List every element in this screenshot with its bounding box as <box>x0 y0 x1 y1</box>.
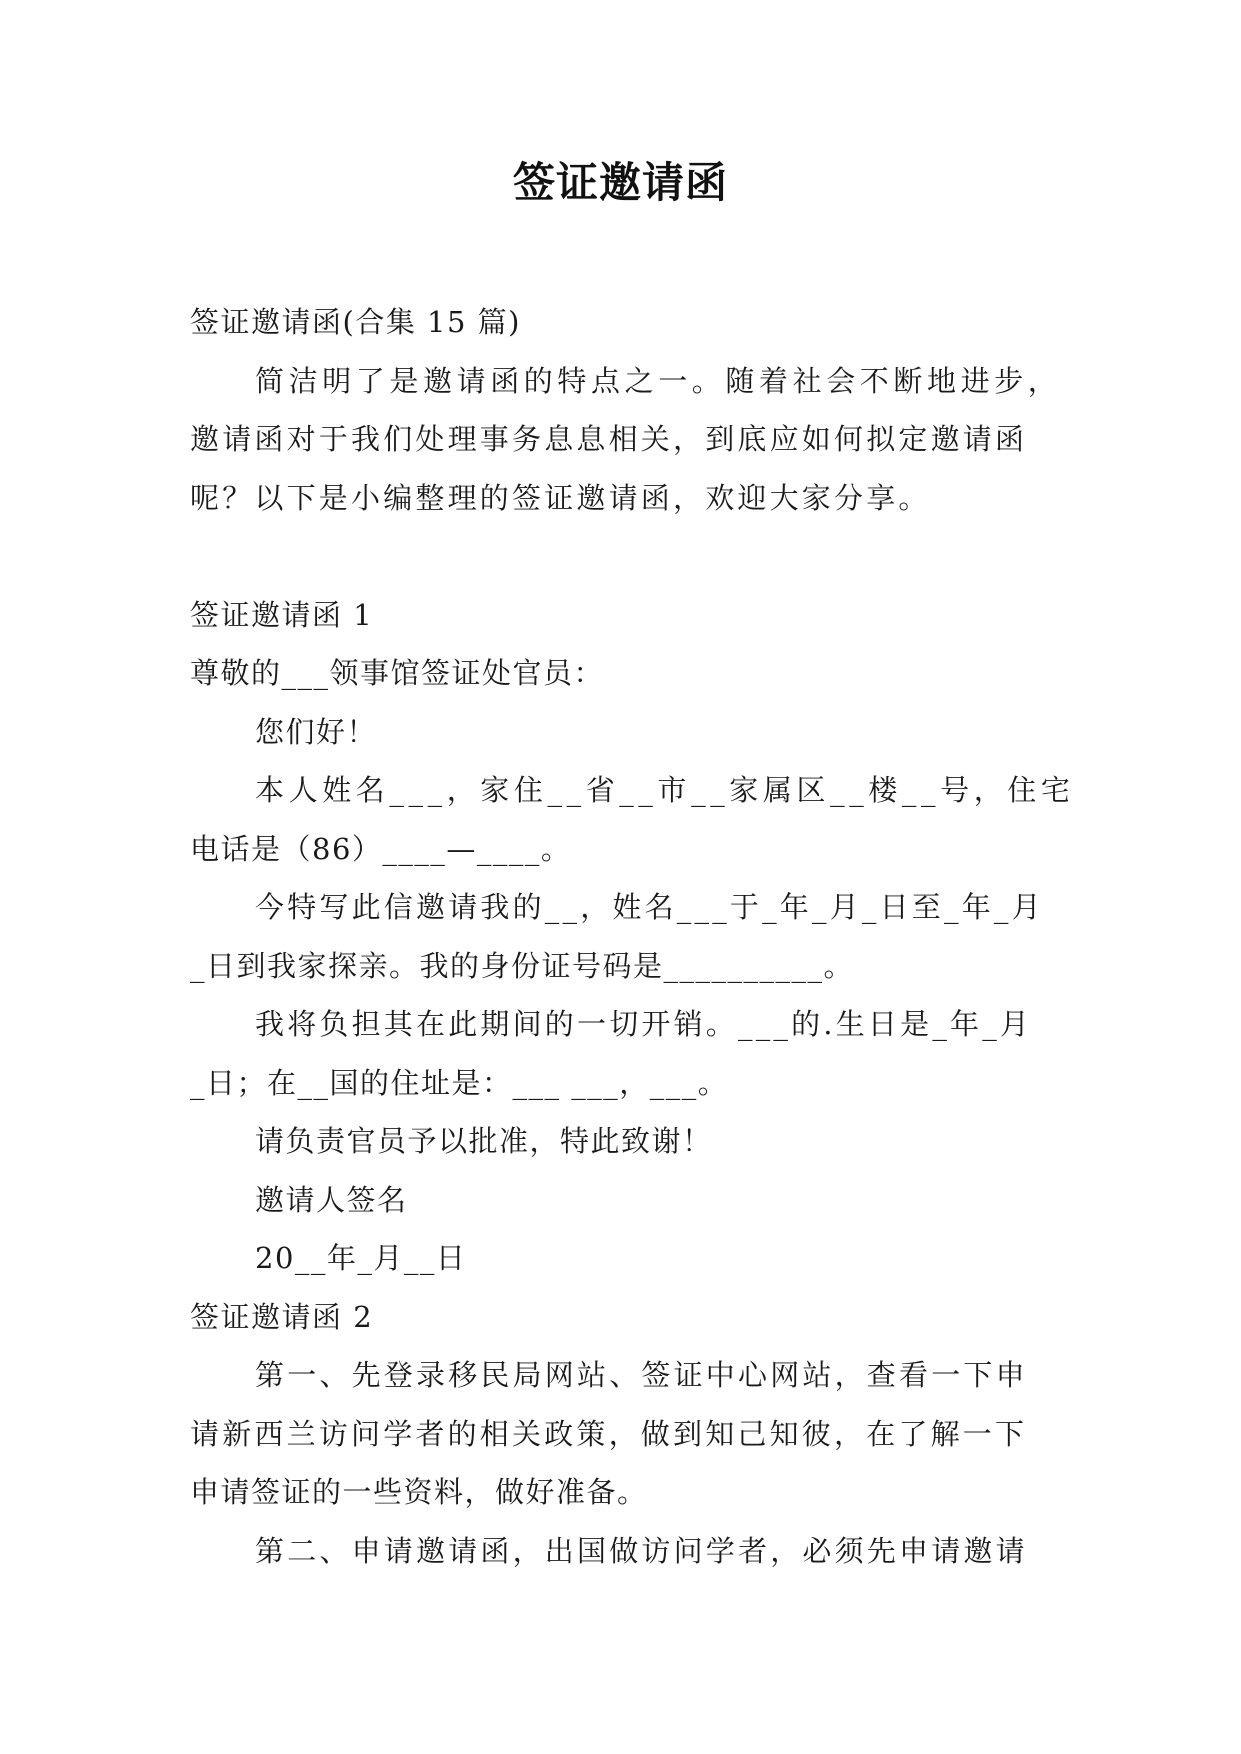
collection-heading: 签证邀请函(合集 15 篇) <box>190 305 521 339</box>
letter1-para3-line-1: 我将负担其在此期间的一切开销。___的.生日是_年_月 <box>255 1007 1033 1041</box>
document-body <box>190 293 1075 1580</box>
letter2-heading: 签证邀请函 2 <box>190 1299 374 1334</box>
letter1-greeting: 您们好！ <box>255 714 378 749</box>
intro-line-2: 邀请函对于我们处理事务息息相关，到底应如何拟定邀请函 <box>190 422 1028 456</box>
letter1-heading: 签证邀请函 1 <box>190 597 374 632</box>
letter1-para3-line-2: _日；在__国的住址是：___ ___，___。 <box>190 1065 729 1100</box>
letter1-para2-line-2: _日到我家探亲。我的身份证号码是__________。 <box>190 948 855 983</box>
paragraph-spacer <box>190 527 1070 586</box>
letter1-salutation: 尊敬的___领事馆签证处官员： <box>190 656 605 690</box>
letter1-date: 20__年_月__日 <box>255 1241 467 1275</box>
letter1-para1-line-1: 本人姓名___，家住__省__市__家属区__楼__号，住宅 <box>255 773 1075 807</box>
page-title: 签证邀请函 <box>512 158 728 207</box>
letter2-para1-line-2: 请新西兰访问学者的相关政策，做到知己知彼，在了解一下 <box>190 1416 1028 1451</box>
intro-line-1: 简洁明了是邀请函的特点之一。随着社会不断地进步， <box>255 363 1062 398</box>
letter1-signature: 邀请人签名 <box>255 1182 408 1217</box>
letter2-para2-line-1: 第二、申请邀请函，出国做访问学者，必须先申请邀请 <box>255 1533 1028 1568</box>
letter1-request: 请负责官员予以批准，特此致谢！ <box>255 1124 713 1158</box>
letter2-para1-line-1: 第一、先登录移民局网站、签证中心网站，查看一下申 <box>255 1358 1028 1392</box>
intro-line-3: 呢？以下是小编整理的签证邀请函，欢迎大家分享。 <box>190 480 931 515</box>
letter1-para1-line-2: 电话是（86）____—____。 <box>190 831 572 866</box>
letter2-para1-line-3: 申请签证的一些资料，做好准备。 <box>190 1475 648 1509</box>
letter1-para2-line-1: 今特写此信邀请我的__，姓名___于_年_月_日至_年_月 <box>255 890 1044 924</box>
